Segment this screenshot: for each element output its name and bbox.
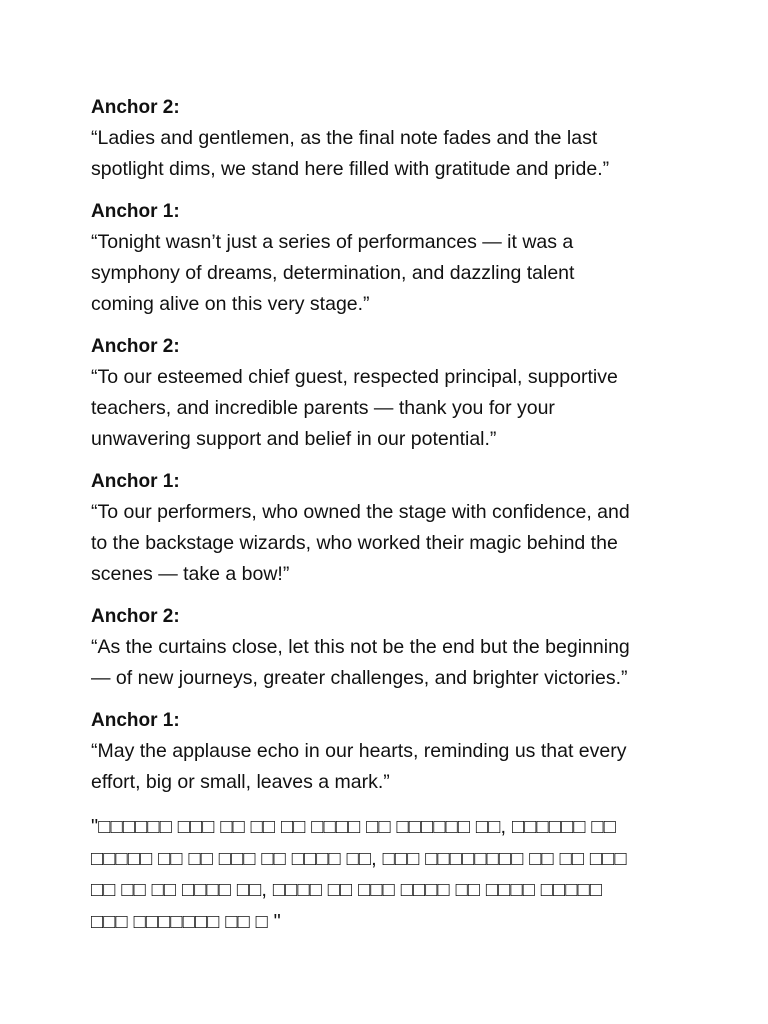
dialogue-line: spotlight dims, we stand here filled with gratitude and pride.” [91, 158, 610, 180]
dialogue-line: “To our performers, who owned the stage with confidence, and [91, 501, 630, 523]
dialogue-block [91, 601, 691, 694]
dialogue-line: to the backstage wizards, who worked their magic behind the [91, 532, 618, 554]
dialogue-blocks [91, 92, 691, 798]
speaker-label: Anchor 1: [91, 471, 180, 492]
dialogue-line: — of new journeys, greater challenges, and brighter victories.” [91, 667, 628, 689]
document-page [91, 92, 691, 938]
paragraph-line: □□ □□ □□ □□□□ □□, □□□□ □□ □□□ □□□□ □□ □□□□ □□□□□ [91, 879, 603, 901]
speaker-label: Anchor 2: [91, 97, 180, 118]
dialogue-line: teachers, and incredible parents — thank you for your [91, 397, 555, 419]
dialogue-block [91, 196, 691, 320]
dialogue-line: coming alive on this very stage.” [91, 293, 370, 315]
dialogue-line: “Tonight wasn’t just a series of performances — it was a [91, 231, 574, 253]
unrendered-hindi-paragraph [91, 812, 691, 938]
dialogue-block [91, 92, 691, 185]
dialogue-block [91, 705, 691, 798]
paragraph-line: □□□ □□□□□□□ □□ □ " [91, 910, 281, 933]
dialogue-block [91, 331, 691, 455]
dialogue-line: “As the curtains close, let this not be the end but the beginning [91, 636, 630, 658]
dialogue-line: effort, big or small, leaves a mark.” [91, 771, 390, 793]
paragraph-line: "□□□□□□ □□□ □□ □□ □□ □□□□ □□ □□□□□□ □□, □□□□□□ □□ [91, 816, 616, 838]
dialogue-line: “Ladies and gentlemen, as the final note fades and the last [91, 127, 598, 149]
paragraph-line: □□□□□ □□ □□ □□□ □□ □□□□ □□, □□□ □□□□□□□□ □□ □□ □□□ [91, 847, 627, 870]
dialogue-line: unwavering support and belief in our potential.” [91, 428, 497, 450]
dialogue-line: scenes — take a bow!” [91, 563, 290, 585]
dialogue-line: symphony of dreams, determination, and dazzling talent [91, 262, 575, 284]
speaker-label: Anchor 1: [91, 710, 180, 731]
speaker-label: Anchor 2: [91, 336, 180, 357]
speaker-label: Anchor 1: [91, 201, 180, 222]
dialogue-line: “To our esteemed chief guest, respected principal, supportive [91, 366, 618, 388]
dialogue-block [91, 466, 691, 590]
speaker-label: Anchor 2: [91, 606, 180, 627]
dialogue-line: “May the applause echo in our hearts, reminding us that every [91, 740, 627, 762]
